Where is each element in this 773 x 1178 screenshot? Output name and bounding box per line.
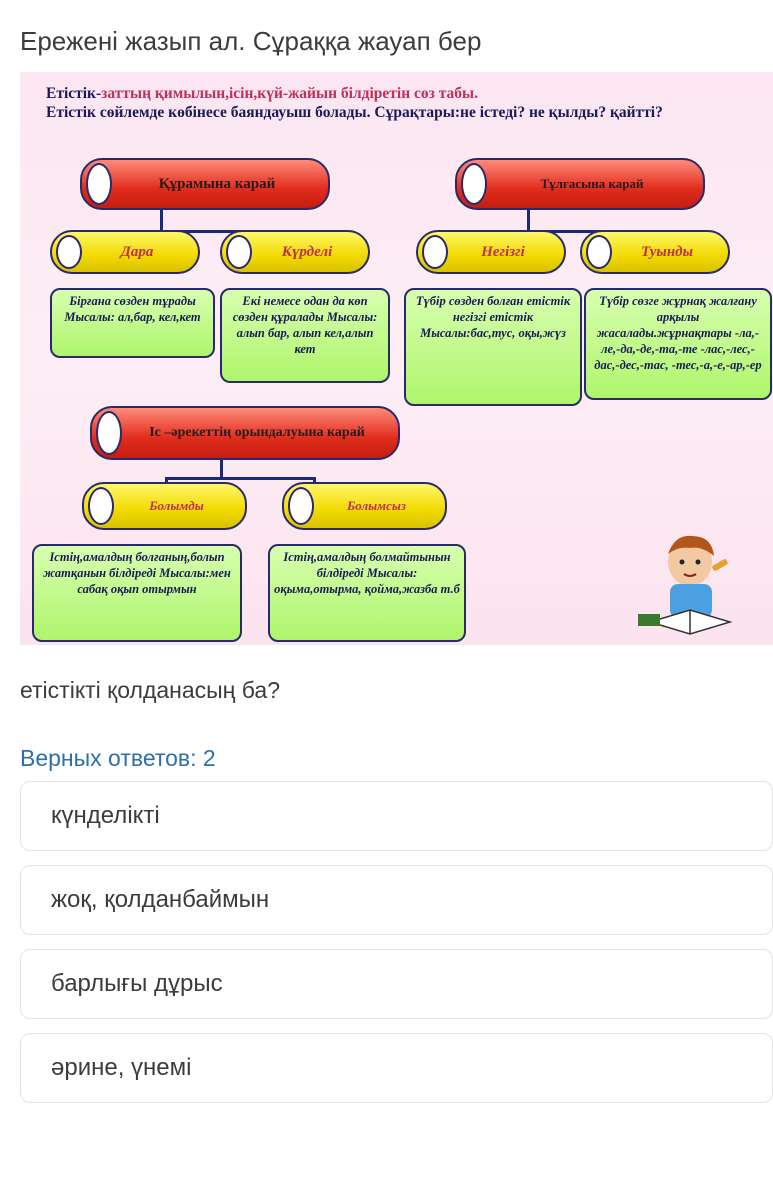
- kurdeli-description: Екі немесе одан да көп сөзден құралады Мысалы: алып бар, алып кел,алып кет: [220, 288, 390, 383]
- answer-option-label: әрине, үнемі: [51, 1054, 192, 1081]
- bolymsyz-description: Істің,амалдың болмайтынын білдіреді Мысалы: оқыма,отырма, қойма,жазба т.б: [268, 544, 466, 642]
- answer-option-3[interactable]: [20, 949, 773, 1019]
- bolymdy-description: Істің,амалдың болғаның,болып жатқанын білдіреді Мысалы:мен сабақ оқып отырмын: [32, 544, 242, 642]
- answer-option-label: барлығы дұрыс: [51, 970, 223, 997]
- tuyndy-description: Түбір сөзге жұрнақ жалғану арқылы жасалады.жұрнақтары -ла,-ле,-да,-де,-та,-те -лас,-лес,-дас,-дес,-тас, -тес,-а,-е,-ар,-ер: [584, 288, 772, 400]
- bolymdy-header: Болымды: [82, 482, 247, 530]
- answer-option-label: күнделікті: [51, 802, 160, 829]
- bolymsyz-header: Болымсыз: [282, 482, 447, 530]
- kurdeli-header: Күрделі: [220, 230, 370, 274]
- answer-option-label: жоқ, қолданбаймын: [51, 886, 270, 913]
- answer-option-2[interactable]: [20, 865, 773, 935]
- header-term: Етістік-: [46, 85, 102, 102]
- header-line-2: Етістік сөйлемде көбінесе баяндауыш болады. Сұрақтары:не істеді? не қылды? қайтті?: [46, 104, 663, 121]
- tulgasyna-header: Тұлғасына карай: [455, 158, 705, 210]
- task-title: Ережені жазып ал. Сұраққа жауап бер: [20, 26, 482, 56]
- answer-option-4[interactable]: [20, 1033, 773, 1103]
- kuramyna-header: Құрамына карай: [80, 158, 330, 210]
- negizgi-header: Негізгі: [416, 230, 566, 274]
- answer-option-1[interactable]: [20, 781, 773, 851]
- header-definition: заттың қимылын,ісін,күй-жайын білдіретін сөз табы.: [101, 85, 479, 102]
- verb-rules-image: [20, 72, 773, 645]
- dara-description: Бірғана сөзден тұрады Мысалы: ал,бар, кел,кет: [50, 288, 215, 358]
- question-text: етістікті қолданасың ба?: [20, 677, 280, 703]
- correct-answers-count: Верных ответов: 2: [20, 745, 216, 771]
- boy-reading-illustration: [630, 522, 770, 642]
- dara-header: Дара: [50, 230, 200, 274]
- is-areket-header: Іс –әрекеттің орындалуына карай: [90, 406, 400, 460]
- image-header: [46, 84, 756, 122]
- tuyndy-header: Туынды: [580, 230, 730, 274]
- negizgi-description: Түбір сөзден болған етістік негізгі етістік Мысалы:бас,тус, оқы,жүз: [404, 288, 582, 406]
